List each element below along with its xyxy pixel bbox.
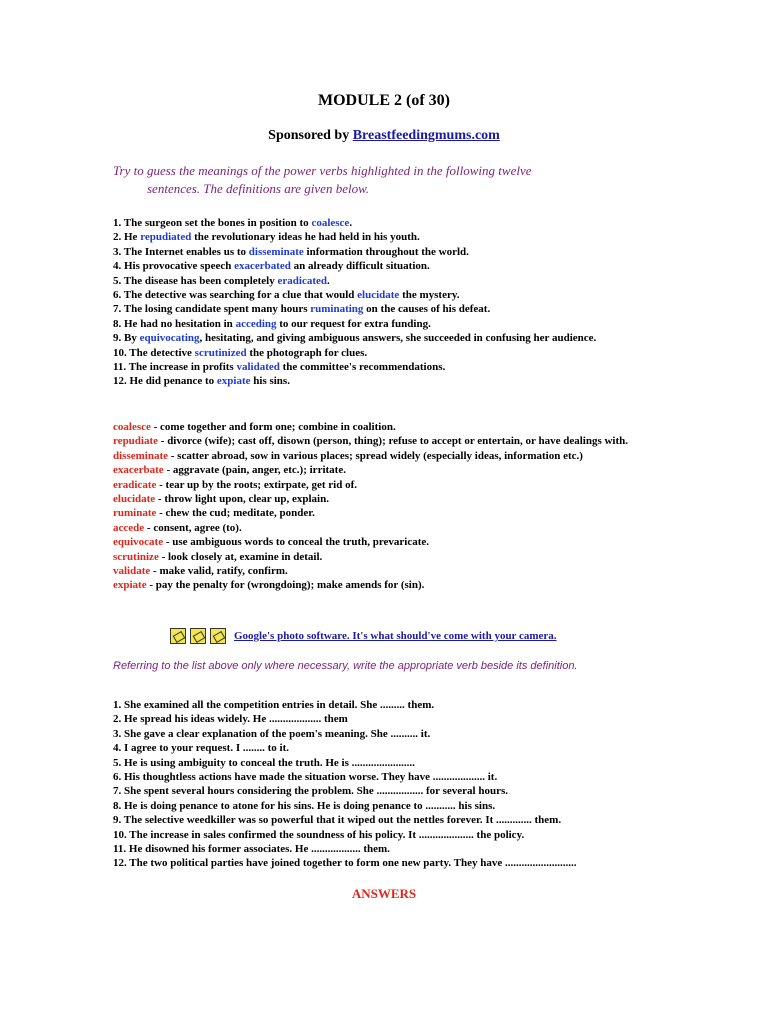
- sentence-text: 7. The losing candidate spent many hours: [113, 303, 311, 316]
- exercise-item: 12. The two political parties have joined together to form one new party. They have ..........................: [113, 857, 577, 870]
- highlighted-verb: exacerbated: [234, 260, 291, 273]
- sentence-item: [113, 245, 643, 259]
- definition-item: [113, 535, 643, 549]
- sentence-text: 10. The detective: [113, 346, 195, 359]
- sentence-text: the photograph for clues.: [246, 346, 368, 359]
- definition-term: exacerbate: [113, 464, 164, 477]
- sentence-item: [113, 288, 643, 302]
- definition-term: elucidate: [113, 493, 156, 506]
- module-title: MODULE 2 (of 30): [318, 92, 450, 109]
- definition-item: [113, 506, 643, 520]
- exercise-item: 1. She examined all the competition entries in detail. She ......... them.: [113, 699, 435, 711]
- sentence-text: the mystery.: [399, 289, 460, 302]
- definition-term: ruminate: [113, 507, 157, 520]
- exercise-list: [113, 698, 643, 871]
- definition-text: - scatter abroad, sow in various places; spread widely (especially ideas, information etc.): [168, 449, 583, 462]
- sentence-text: 8. He had no hesitation in: [113, 317, 236, 330]
- sentence-item: [113, 216, 643, 230]
- exercise-item: 5. He is using ambiguity to conceal the truth. He is .......................: [113, 756, 415, 769]
- sentence-item: [113, 230, 643, 244]
- highlighted-verb: coalesce: [311, 217, 350, 229]
- intro-line-2: sentences. The definitions are given below.: [147, 181, 370, 196]
- sentence-item: [113, 259, 643, 273]
- exercise-item: 10. The increase in sales confirmed the soundness of his policy. It .................... the policy.: [113, 828, 525, 841]
- sentence-text: 4. His provocative speech: [113, 260, 235, 273]
- definition-item: [113, 463, 643, 477]
- exercise-item: 11. He disowned his former associates. He .................. them.: [113, 843, 390, 856]
- highlighted-verb: elucidate: [357, 289, 400, 302]
- sentence-text: 1. The surgeon set the bones in position to: [113, 217, 312, 229]
- highlighted-verb: expiate: [216, 375, 251, 388]
- exercise-instruction: Referring to the list above only where necessary, write the appropriate verb beside its definition.: [113, 660, 578, 672]
- ad-banner[interactable]: [170, 626, 557, 646]
- sentence-text: 6. The detective was searching for a clue that would: [113, 289, 358, 302]
- definition-term: repudiate: [113, 435, 159, 448]
- highlighted-verb: repudiated: [140, 231, 192, 244]
- sentence-text: , hesitating, and giving ambiguous answers, she succeeded in confusing her audience.: [199, 332, 597, 345]
- definition-item: [113, 420, 643, 434]
- highlighted-verb: ruminating: [310, 303, 364, 316]
- sentence-text: 3. The Internet enables us to: [113, 245, 249, 258]
- sentence-text: an already difficult situation.: [290, 260, 430, 273]
- sentence-text: .: [349, 217, 353, 229]
- sentence-item: [113, 374, 643, 388]
- sentence-text: 2. He: [113, 231, 141, 244]
- definition-text: - use ambiguous words to conceal the truth, prevaricate.: [163, 536, 430, 549]
- highlighted-verb: acceding: [235, 317, 277, 330]
- definition-item: [113, 521, 643, 535]
- definition-item: [113, 449, 643, 463]
- exercise-item: 9. The selective weedkiller was so powerful that it wiped out the nettles forever. It ............. them.: [113, 814, 562, 827]
- sentence-text: .: [326, 274, 330, 287]
- definition-term: equivocate: [113, 536, 164, 549]
- sentence-text: the revolutionary ideas he had held in his youth.: [191, 231, 420, 244]
- definition-text: - pay the penalty for (wrongdoing); make amends for (sin).: [146, 579, 425, 592]
- definition-text: - chew the cud; meditate, ponder.: [156, 507, 315, 520]
- highlighted-verb: validated: [236, 361, 280, 374]
- definition-text: - aggravate (pain, anger, etc.); irritate.: [163, 464, 346, 477]
- highlighted-verb: scrutinized: [194, 346, 247, 359]
- definition-term: accede: [113, 521, 145, 534]
- definition-text: - come together and form one; combine in coalition.: [150, 421, 396, 433]
- sponsor-prefix: Sponsored by: [268, 128, 353, 143]
- sentence-text: 12. He did penance to: [113, 375, 217, 388]
- definition-term: validate: [113, 565, 151, 578]
- definition-text: - throw light upon, clear up, explain.: [155, 493, 329, 506]
- camera-icon: [210, 628, 226, 644]
- sentence-item: [113, 302, 643, 316]
- camera-icon: [170, 628, 186, 644]
- definition-text: - look closely at, examine in detail.: [158, 550, 323, 563]
- definition-text: - tear up by the roots; extirpate, get rid of.: [156, 478, 357, 491]
- camera-icon: [190, 628, 206, 644]
- definition-term: eradicate: [113, 478, 157, 491]
- sentence-text: information throughout the world.: [303, 245, 469, 258]
- sentence-text: the committee's recommendations.: [279, 361, 446, 374]
- exercise-item: 2. He spread his ideas widely. He ................... them: [113, 713, 348, 726]
- definition-item: [113, 564, 643, 578]
- definition-item: [113, 578, 643, 592]
- sentence-text: on the causes of his defeat.: [363, 303, 491, 316]
- intro-text: [113, 162, 633, 198]
- definition-item: [113, 492, 643, 506]
- intro-line-1: Try to guess the meanings of the power verbs highlighted in the following twelve: [113, 163, 532, 178]
- answers-heading[interactable]: ANSWERS: [351, 886, 417, 901]
- exercise-item: 7. She spent several hours considering the problem. She ................. for several hours.: [113, 785, 508, 798]
- definition-item: [113, 478, 643, 492]
- exercise-item: 3. She gave a clear explanation of the poem's meaning. She .......... it.: [113, 727, 431, 740]
- definition-item: [113, 434, 643, 448]
- highlighted-verb: equivocating: [139, 332, 200, 345]
- definition-text: - divorce (wife); cast off, disown (person, thing); refuse to accept or entertain, or have dealings with.: [158, 435, 629, 448]
- definition-term: coalesce: [113, 421, 151, 433]
- example-sentences: [113, 216, 643, 389]
- definition-term: scrutinize: [113, 550, 159, 563]
- exercise-item: 4. I agree to your request. I ........ to it.: [113, 742, 289, 755]
- sentence-text: his sins.: [250, 375, 290, 388]
- sentence-item: [113, 346, 643, 360]
- sentence-item: [113, 331, 643, 345]
- sentence-text: 9. By: [113, 332, 140, 345]
- highlighted-verb: disseminate: [248, 245, 304, 258]
- definition-term: disseminate: [113, 449, 168, 462]
- definition-term: expiate: [113, 579, 147, 592]
- sentence-text: 5. The disease has been completely: [113, 274, 278, 287]
- sponsor-link[interactable]: Breastfeedingmums.com: [352, 128, 500, 143]
- sentence-item: [113, 317, 643, 331]
- exercise-item: 6. His thoughtless actions have made the situation worse. They have ................... it.: [113, 771, 498, 784]
- definitions-list: [113, 420, 643, 593]
- definition-item: [113, 550, 643, 564]
- sentence-text: 11. The increase in profits: [113, 361, 237, 374]
- sponsor-line: [0, 128, 768, 144]
- exercise-item: 8. He is doing penance to atone for his sins. He is doing penance to ........... his sins.: [113, 799, 496, 812]
- sentence-item: [113, 360, 643, 374]
- definition-text: - consent, agree (to).: [144, 521, 242, 534]
- highlighted-verb: eradicated: [277, 274, 327, 287]
- sentence-text: to our request for extra funding.: [276, 317, 431, 330]
- ad-link[interactable]: Google's photo software. It's what should've come with your camera.: [234, 630, 557, 642]
- sentence-item: [113, 274, 643, 288]
- definition-text: - make valid, ratify, confirm.: [150, 565, 288, 578]
